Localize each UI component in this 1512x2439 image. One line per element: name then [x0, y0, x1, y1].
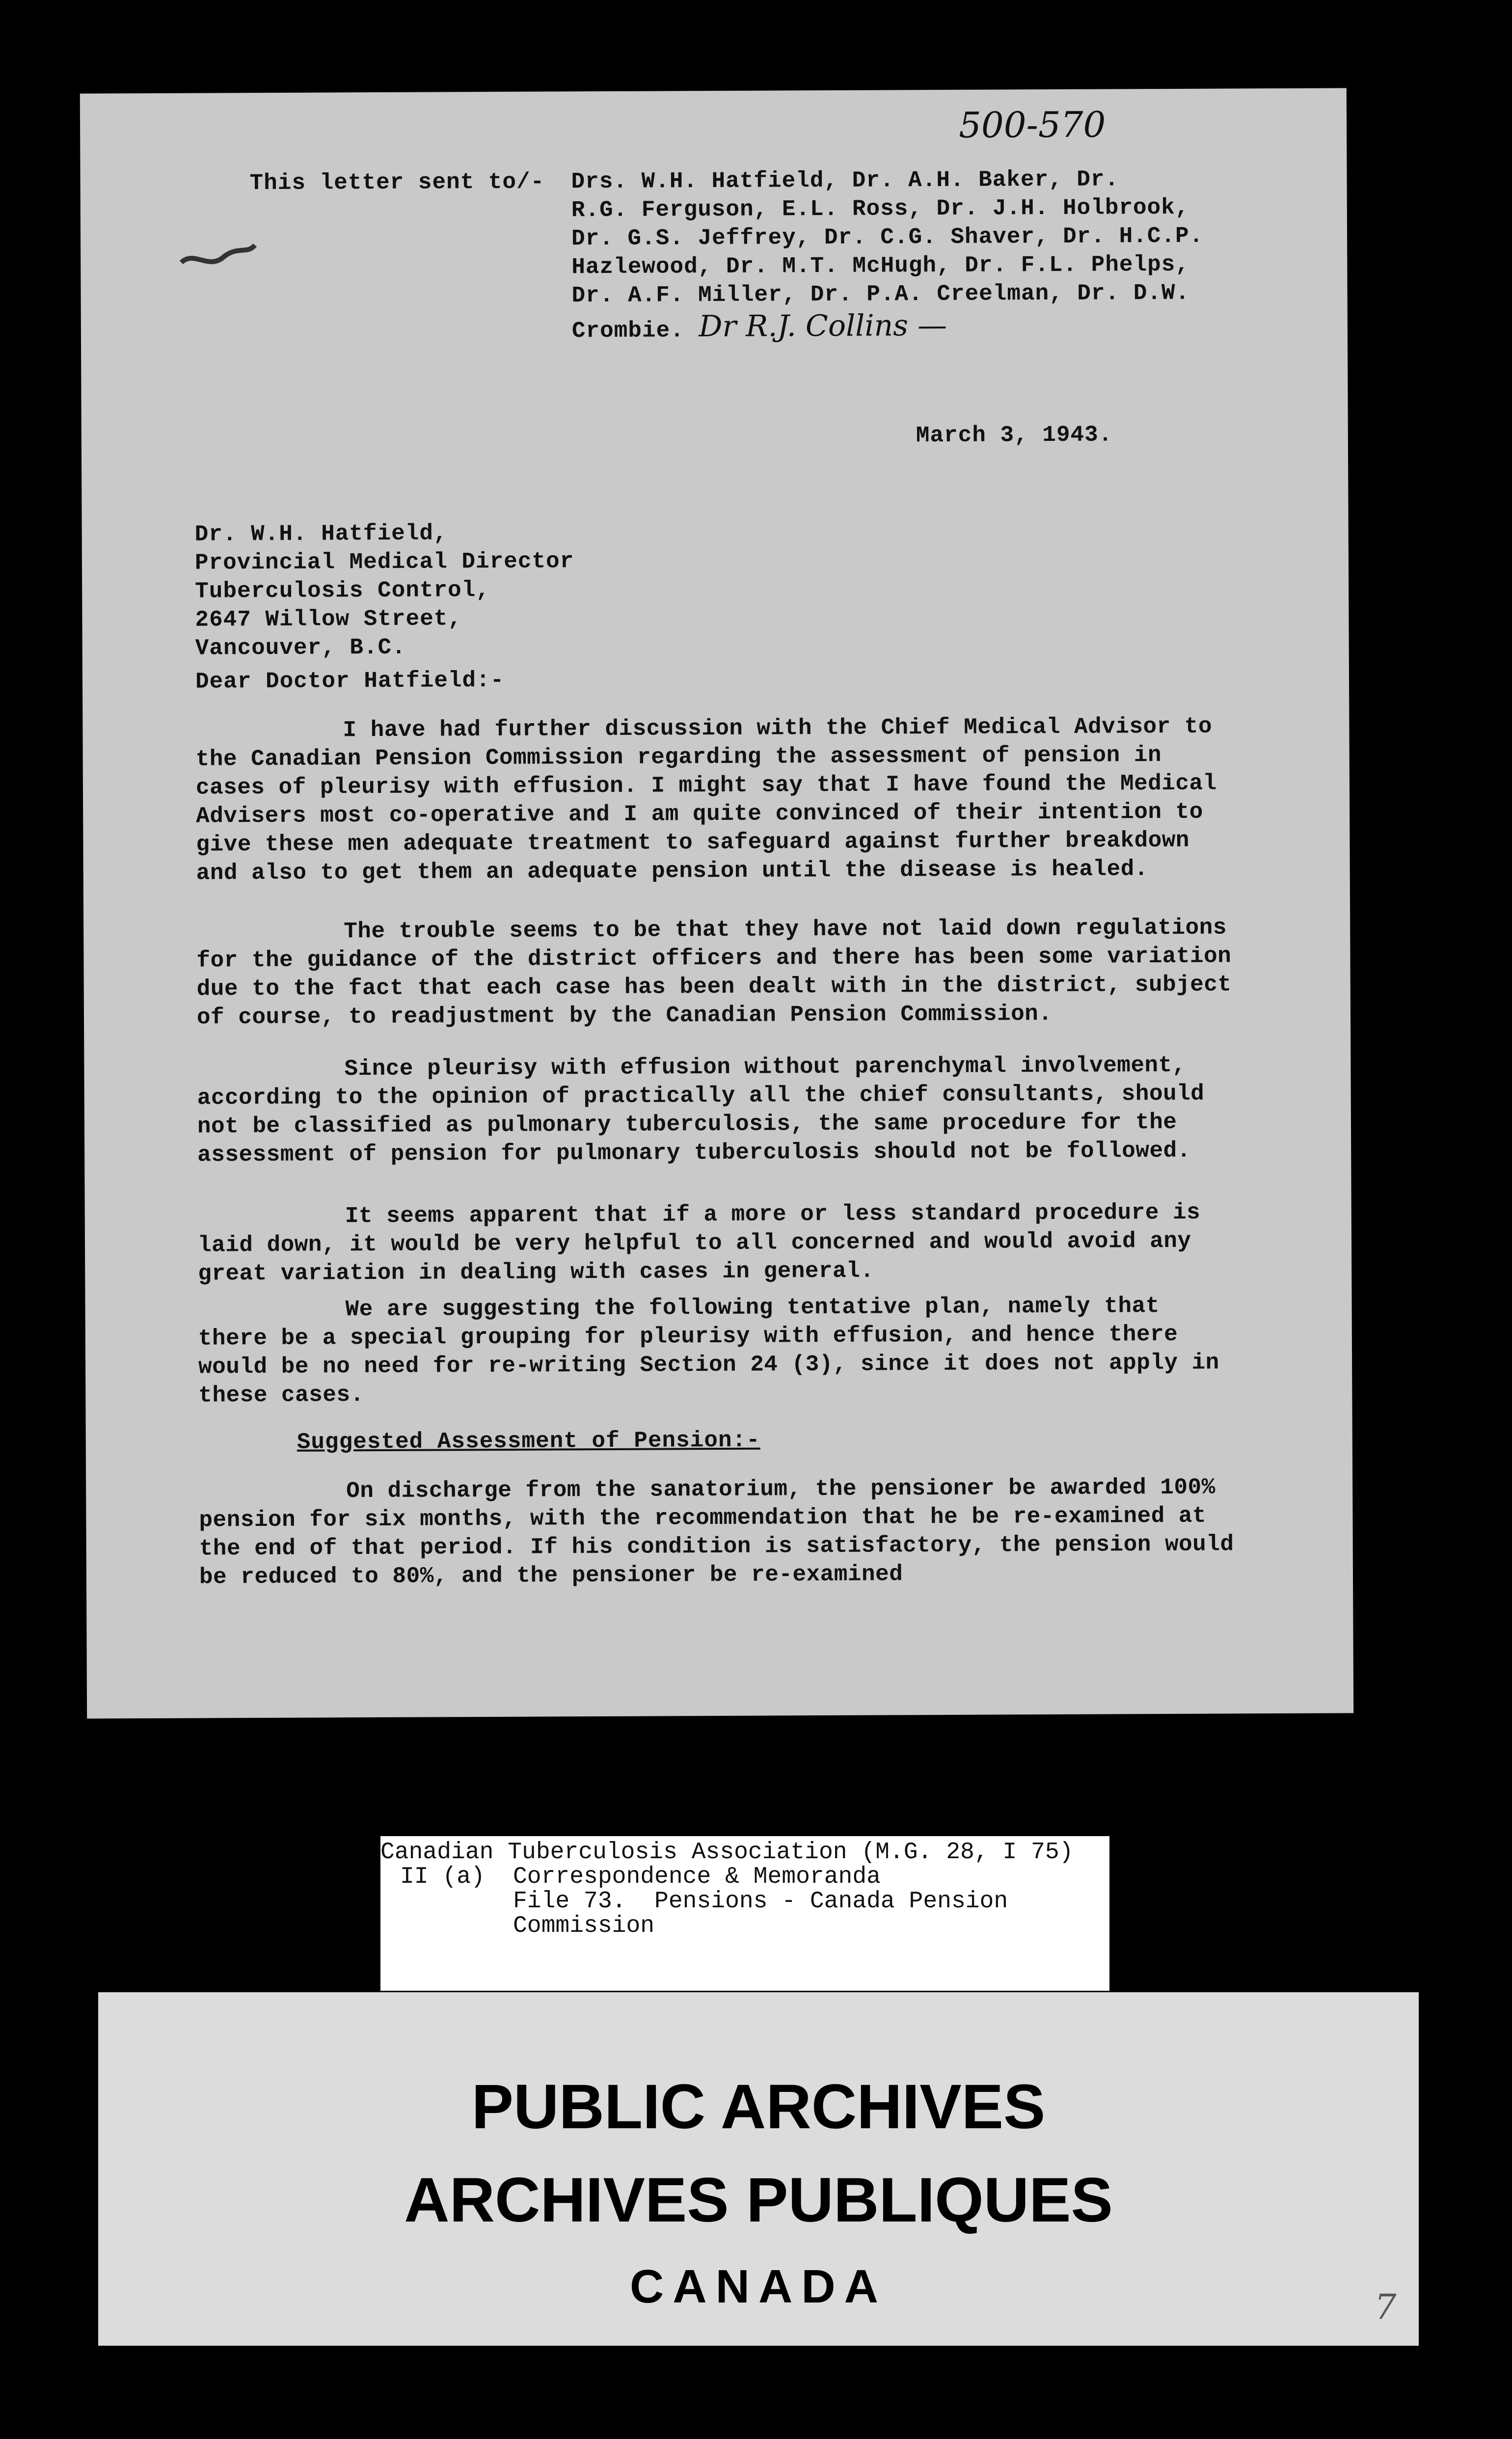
- body-paragraph: We are suggesting the following tentative plan, namely that there be a special grouping for pleurisy with effusion, and hence there would be no need for re-writing Section 24 (3), since it does not apply in these cases.: [198, 1293, 1219, 1409]
- body-paragraph: On discharge from the sanatorium, the pensioner be awarded 100% pension for six months, with the recommendation that he be re-examined at the end of that period. If his condition is satisfactory, the pension would be reduced to 80%, and the pensioner be re-examined: [199, 1474, 1234, 1590]
- catalog-line: Correspondence & Memoranda: [513, 1864, 881, 1890]
- stamp-line-french: ARCHIVES PUBLIQUES: [404, 2165, 1113, 2235]
- sent-to-line: Dr. G.S. Jeffrey, Dr. C.G. Shaver, Dr. H.C.P.: [571, 223, 1204, 252]
- catalog-line: File 73. Pensions - Canada Pension: [513, 1888, 1008, 1915]
- sent-to-label: This letter sent to/-: [249, 169, 545, 196]
- salutation: Dear Doctor Hatfield:-: [195, 667, 505, 695]
- address-line: Tuberculosis Control,: [195, 577, 490, 604]
- sent-to-last-line: [572, 307, 1204, 346]
- section-heading: Suggested Assessment of Pension:-: [297, 1427, 760, 1455]
- catalog-line: Canadian Tuberculosis Association (M.G. 28, I 75): [380, 1839, 1074, 1866]
- letter-date: March 3, 1943.: [916, 422, 1113, 449]
- catalog-line: Commission: [513, 1913, 655, 1939]
- stamp-corner-mark: 7: [1375, 2287, 1397, 2327]
- sent-to-line: Crombie.: [571, 318, 684, 344]
- ink-smudge: [179, 240, 257, 280]
- stamp-line-country: CANADA: [630, 2260, 887, 2313]
- sent-to-list: [571, 165, 1204, 346]
- address-line: 2647 Willow Street,: [195, 606, 462, 633]
- sent-to-line: Hazlewood, Dr. M.T. McHugh, Dr. F.L. Phelps,: [571, 251, 1190, 280]
- sent-to-line: R.G. Ferguson, E.L. Ross, Dr. J.H. Holbrook,: [571, 194, 1189, 223]
- stamp-line-english: PUBLIC ARCHIVES: [471, 2072, 1046, 2142]
- catalog-card: [380, 1836, 1109, 1991]
- address-line: Dr. W.H. Hatfield,: [194, 520, 448, 547]
- catalog-line-prefix: II (a): [400, 1864, 485, 1890]
- letter-page: [80, 88, 1353, 1718]
- recipient-address: [195, 518, 575, 662]
- body-paragraph: I have had further discussion with the Chief Medical Advisor to the Canadian Pension Commission regarding the assessment of pension in cases of pleurisy with effusion. I might say that I have found the Medical Advisers most co-operative and I am quite convinced of their intention to give these men adequate treatment to safeguard against further breakdown and also to get them an adequate pension until the disease is healed.: [195, 713, 1217, 886]
- address-line: Vancouver, B.C.: [195, 634, 406, 661]
- address-line: Provincial Medical Director: [194, 548, 574, 576]
- handwritten-addition: Dr R.J. Collins —: [699, 308, 947, 344]
- body-paragraph: The trouble seems to be that they have not laid down regulations for the guidance of the district officers and there has been some variation due to the fact that each case has been dealt with in the district, subject of course, to readjustment by the Canadian Pension Commission.: [196, 915, 1232, 1030]
- handwritten-file-number: 500-570: [958, 104, 1106, 146]
- body-paragraph: It seems apparent that if a more or less standard procedure is laid down, it would be very helpful to all concerned and would avoid any great variation in dealing with cases in general.: [197, 1199, 1201, 1287]
- sent-to-line: Dr. A.F. Miller, Dr. P.A. Creelman, Dr. D.W.: [571, 280, 1190, 309]
- body-paragraph: Since pleurisy with effusion without parenchymal involvement, according to the opinion of practically all the chief consultants, should not be classified as pulmonary tuberculosis, the same procedure for the assessment of pension for pulmonary tuberculosis should not be followed.: [197, 1052, 1205, 1168]
- archive-stamp: [98, 1992, 1419, 2346]
- sent-to-line: Drs. W.H. Hatfield, Dr. A.H. Baker, Dr.: [571, 166, 1119, 195]
